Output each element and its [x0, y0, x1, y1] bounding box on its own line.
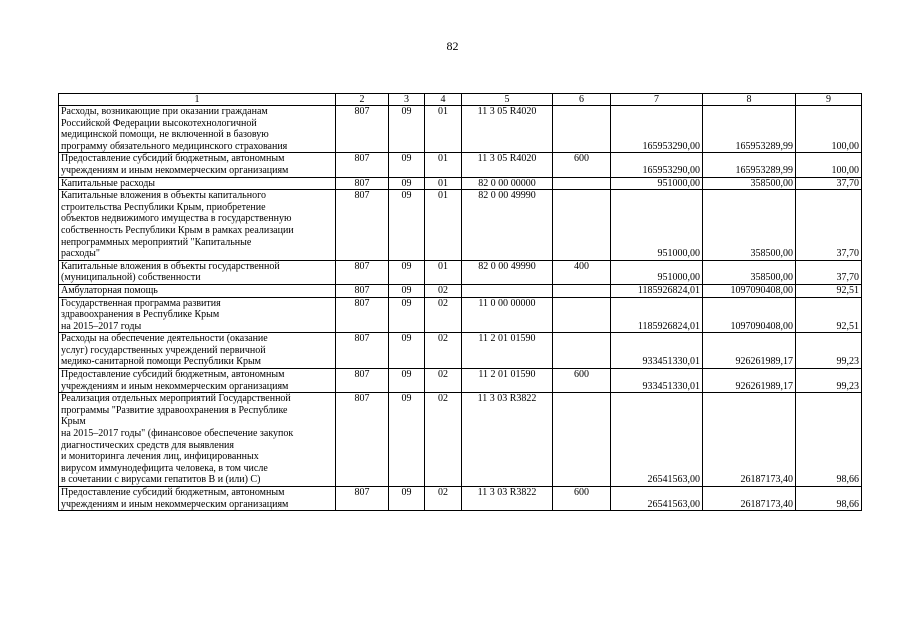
page-number: 82	[446, 39, 459, 53]
cell-execution-percent: 37,70	[796, 190, 862, 261]
cell-executed-amount: 358500,00	[703, 190, 796, 261]
table-row	[59, 487, 862, 511]
description-line: программы "Развитие здравоохранения в Республике	[61, 404, 288, 416]
cell-section: 09	[389, 190, 425, 261]
cell-expense-type	[553, 393, 611, 487]
cell-section: 09	[389, 369, 425, 393]
cell-section: 09	[389, 297, 425, 333]
cell-planned-amount: 951000,00	[611, 260, 703, 284]
cell-subsection: 01	[425, 260, 462, 284]
cell-executed-amount: 1097090408,00	[703, 297, 796, 333]
table-row	[59, 284, 862, 297]
cell-planned-amount: 1185926824,01	[611, 284, 703, 297]
cell-executed-amount: 165953289,99	[703, 106, 796, 153]
cell-subsection: 02	[425, 369, 462, 393]
cell-ministry-code: 807	[336, 333, 389, 369]
cell-description	[59, 190, 336, 261]
cell-executed-amount: 358500,00	[703, 260, 796, 284]
cell-planned-amount: 951000,00	[611, 190, 703, 261]
cell-target-article: 11 0 00 00000	[462, 297, 553, 333]
cell-target-article: 11 3 03 R3822	[462, 487, 553, 511]
description-line: программу обязательного медицинского страхования	[61, 140, 288, 152]
cell-ministry-code: 807	[336, 284, 389, 297]
cell-execution-percent: 37,70	[796, 260, 862, 284]
description-line: (муниципальной) собственности	[61, 272, 201, 284]
cell-subsection: 01	[425, 153, 462, 177]
cell-execution-percent: 37,70	[796, 177, 862, 190]
cell-execution-percent: 99,23	[796, 369, 862, 393]
cell-target-article: 82 0 00 49990	[462, 190, 553, 261]
table-row	[59, 177, 862, 190]
table-row	[59, 190, 862, 261]
description-line: диагностических средств для выявления	[61, 439, 235, 451]
description-line: Государственная программа развития	[61, 297, 221, 309]
header-col-7: 7	[611, 94, 703, 106]
cell-execution-percent: 98,66	[796, 393, 862, 487]
cell-expense-type: 600	[553, 369, 611, 393]
cell-subsection: 02	[425, 284, 462, 297]
description-line: Капитальные вложения в объекты капитального	[61, 190, 266, 202]
cell-expense-type: 600	[553, 487, 611, 511]
cell-subsection: 02	[425, 487, 462, 511]
cell-section: 09	[389, 393, 425, 487]
cell-planned-amount: 933451330,01	[611, 369, 703, 393]
description-line: на 2015–2017 годы" (финансовое обеспечение закупок	[61, 428, 294, 440]
cell-section: 09	[389, 487, 425, 511]
header-col-8: 8	[703, 94, 796, 106]
cell-expense-type	[553, 333, 611, 369]
header-col-6: 6	[553, 94, 611, 106]
cell-expense-type	[553, 190, 611, 261]
cell-subsection: 02	[425, 393, 462, 487]
description-line: и мониторинга лечения лиц, инфицированных	[61, 451, 259, 463]
cell-ministry-code: 807	[336, 487, 389, 511]
description-line: Крым	[61, 416, 86, 428]
cell-ministry-code: 807	[336, 369, 389, 393]
cell-expense-type: 400	[553, 260, 611, 284]
cell-planned-amount: 951000,00	[611, 177, 703, 190]
table-row	[59, 369, 862, 393]
cell-section: 09	[389, 260, 425, 284]
cell-ministry-code: 807	[336, 260, 389, 284]
table-row	[59, 333, 862, 369]
cell-target-article: 11 3 03 R3822	[462, 393, 553, 487]
cell-execution-percent: 92,51	[796, 297, 862, 333]
cell-description	[59, 106, 336, 153]
cell-description	[59, 333, 336, 369]
cell-description	[59, 284, 336, 297]
cell-section: 09	[389, 106, 425, 153]
cell-subsection: 02	[425, 333, 462, 369]
table-row	[59, 297, 862, 333]
description-line: вирусом иммунодефицита человека, в том числе	[61, 462, 268, 474]
description-line: Предоставление субсидий бюджетным, автономным	[61, 369, 285, 381]
description-line: учреждениям и иным некоммерческим организациям	[61, 498, 289, 510]
cell-target-article: 82 0 00 00000	[462, 177, 553, 190]
cell-planned-amount: 1185926824,01	[611, 297, 703, 333]
cell-ministry-code: 807	[336, 297, 389, 333]
header-col-3: 3	[389, 94, 425, 106]
table-row	[59, 260, 862, 284]
cell-target-article: 11 3 05 R4020	[462, 106, 553, 153]
description-line: Предоставление субсидий бюджетным, автономным	[61, 153, 285, 165]
cell-executed-amount: 926261989,17	[703, 369, 796, 393]
cell-executed-amount: 165953289,99	[703, 153, 796, 177]
table-row	[59, 393, 862, 487]
cell-expense-type	[553, 106, 611, 153]
header-col-5: 5	[462, 94, 553, 106]
cell-execution-percent: 99,23	[796, 333, 862, 369]
table-row	[59, 106, 862, 153]
description-line: Предоставление субсидий бюджетным, автономным	[61, 487, 285, 498]
cell-target-article: 11 2 01 01590	[462, 333, 553, 369]
description-line: медико-санитарной помощи Республики Крым	[61, 356, 262, 368]
header-col-9: 9	[796, 94, 862, 106]
description-line: учреждениям и иным некоммерческим организациям	[61, 164, 289, 176]
cell-description	[59, 393, 336, 487]
cell-planned-amount: 933451330,01	[611, 333, 703, 369]
description-line: на 2015–2017 годы	[61, 320, 142, 332]
cell-ministry-code: 807	[336, 177, 389, 190]
cell-subsection: 01	[425, 106, 462, 153]
description-line: здравоохранения в Республике Крым	[61, 309, 220, 321]
cell-executed-amount: 26187173,40	[703, 393, 796, 487]
cell-description	[59, 487, 336, 511]
cell-description	[59, 153, 336, 177]
header-col-4: 4	[425, 94, 462, 106]
cell-planned-amount: 26541563,00	[611, 487, 703, 511]
description-line: услуг) государственных учреждений первичной	[61, 344, 266, 356]
description-line: Реализация отдельных мероприятий Государственной	[61, 393, 291, 405]
cell-section: 09	[389, 153, 425, 177]
cell-target-article: 82 0 00 49990	[462, 260, 553, 284]
table-body	[59, 94, 862, 511]
description-line: собственность Республики Крым в рамках реализации	[61, 224, 294, 236]
budget-table	[58, 93, 862, 511]
cell-subsection: 01	[425, 177, 462, 190]
cell-executed-amount: 358500,00	[703, 177, 796, 190]
cell-description	[59, 177, 336, 190]
cell-expense-type: 600	[553, 153, 611, 177]
cell-target-article: 11 3 05 R4020	[462, 153, 553, 177]
description-line: учреждениям и иным некоммерческим организациям	[61, 380, 289, 392]
cell-execution-percent: 98,66	[796, 487, 862, 511]
description-line: объектов недвижимого имущества в государственную	[61, 213, 292, 225]
cell-section: 09	[389, 333, 425, 369]
description-line: Амбулаторная помощь	[61, 284, 158, 296]
cell-planned-amount: 165953290,00	[611, 153, 703, 177]
cell-target-article	[462, 284, 553, 297]
description-line: строительства Республики Крым, приобретение	[61, 201, 266, 213]
cell-execution-percent: 100,00	[796, 153, 862, 177]
cell-execution-percent: 92,51	[796, 284, 862, 297]
cell-planned-amount: 26541563,00	[611, 393, 703, 487]
cell-description	[59, 369, 336, 393]
cell-expense-type	[553, 284, 611, 297]
header-col-2: 2	[336, 94, 389, 106]
description-line: Капитальные вложения в объекты государственной	[61, 260, 280, 272]
cell-ministry-code: 807	[336, 393, 389, 487]
cell-description	[59, 260, 336, 284]
cell-ministry-code: 807	[336, 106, 389, 153]
cell-subsection: 01	[425, 190, 462, 261]
cell-expense-type	[553, 177, 611, 190]
cell-planned-amount: 165953290,00	[611, 106, 703, 153]
cell-target-article: 11 2 01 01590	[462, 369, 553, 393]
cell-description	[59, 297, 336, 333]
cell-subsection: 02	[425, 297, 462, 333]
cell-executed-amount: 26187173,40	[703, 487, 796, 511]
cell-executed-amount: 926261989,17	[703, 333, 796, 369]
description-line: расходы"	[61, 248, 100, 260]
description-line: Российской Федерации высокотехнологичной	[61, 117, 257, 129]
cell-executed-amount: 1097090408,00	[703, 284, 796, 297]
description-line: Расходы на обеспечение деятельности (оказание	[61, 333, 268, 345]
description-line: Капитальные расходы	[61, 177, 156, 189]
description-line: непрограммных мероприятий "Капитальные	[61, 236, 252, 248]
description-line: Расходы, возникающие при оказании гражданам	[61, 106, 268, 117]
table-row	[59, 153, 862, 177]
header-col-1: 1	[59, 94, 336, 106]
description-line: медицинской помощи, не включенной в базовую	[61, 129, 269, 141]
cell-ministry-code: 807	[336, 153, 389, 177]
cell-ministry-code: 807	[336, 190, 389, 261]
table-header-row	[59, 94, 862, 106]
description-line: в сочетании с вирусами гепатитов В и (или) С)	[61, 474, 261, 486]
cell-execution-percent: 100,00	[796, 106, 862, 153]
cell-section: 09	[389, 284, 425, 297]
cell-expense-type	[553, 297, 611, 333]
cell-section: 09	[389, 177, 425, 190]
